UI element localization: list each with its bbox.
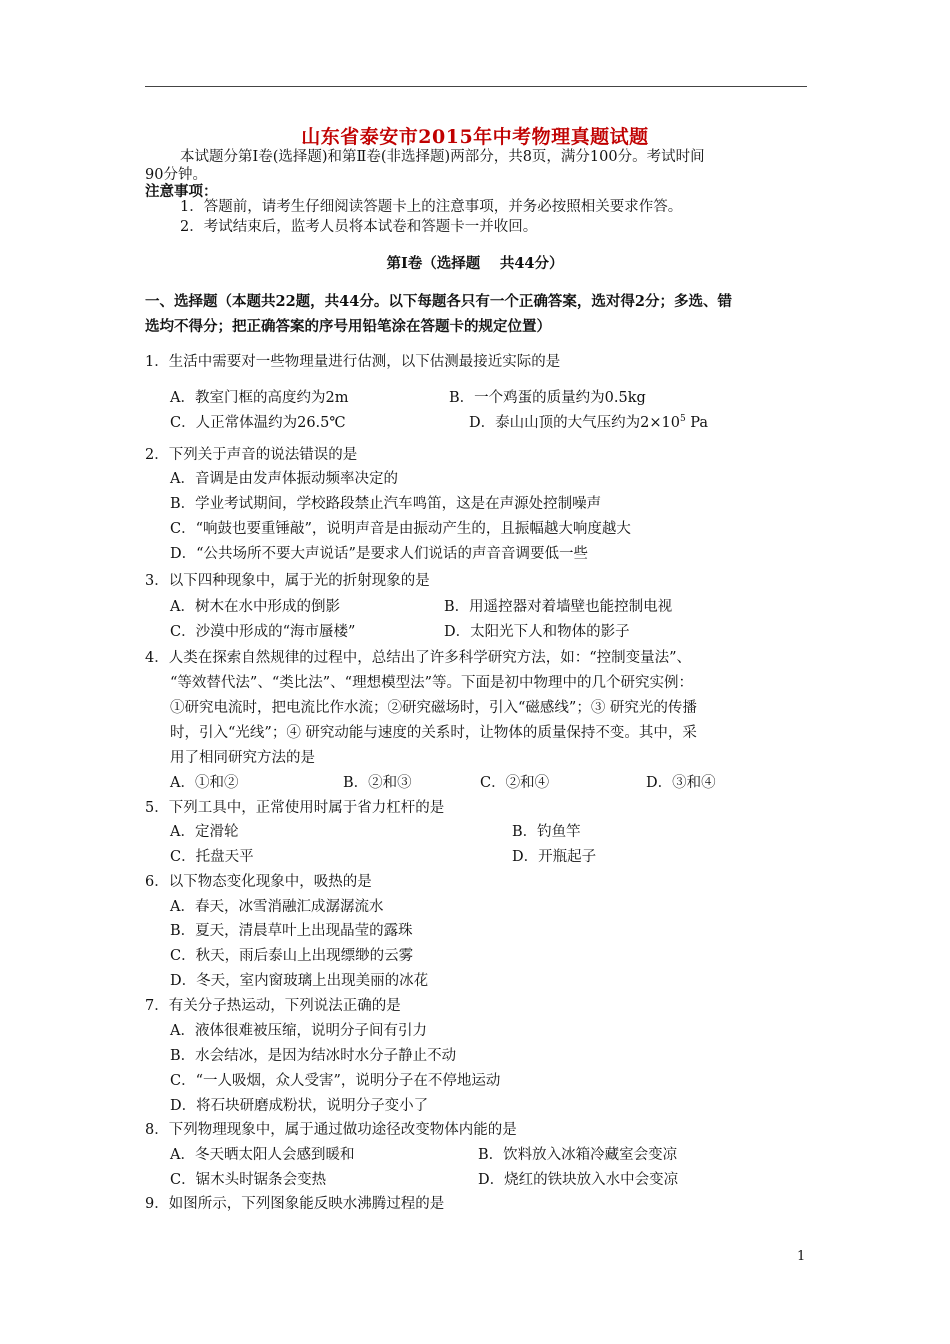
q7-option-b: B．水会结冰，是因为结冰时水分子静止不动: [170, 1048, 457, 1064]
q3-option-c: C．沙漠中形成的“海市蜃楼”: [170, 624, 356, 640]
question-4-stem-line: ①研究电流时，把电流比作水流；②研究磁场时，引入“磁感线”；③ 研究光的传播: [170, 700, 697, 716]
intro-line-2: 90分钟。: [145, 167, 207, 183]
q5-option-b: B．钓鱼竿: [512, 824, 581, 840]
q6-option-a: A．春天，冰雪消融汇成潺潺流水: [170, 899, 384, 915]
q2-option-c: C．“响鼓也要重锤敲”，说明声音是由振动产生的，且振幅越大响度越大: [170, 521, 631, 537]
q1-option-d-exponent: 5: [679, 414, 686, 425]
notice-heading: 注意事项：: [145, 183, 218, 200]
q8-option-c: C．锯木头时锯条会变热: [170, 1172, 327, 1188]
question-4-stem-line: 时，引入“光线”；④ 研究动能与速度的关系时，让物体的质量保持不变。其中，采: [170, 725, 697, 741]
q2-option-b: B．学业考试期间，学校路段禁止汽车鸣笛，这是在声源处控制噪声: [170, 496, 602, 512]
question-2-stem: 2．下列关于声音的说法错误的是: [145, 447, 358, 463]
section-heading-line-2: 选均不得分；把正确答案的序号用铅笔涂在答题卡的规定位置）: [145, 318, 551, 335]
q3-option-b: B．用遥控器对着墙壁也能控制电视: [444, 599, 673, 615]
q6-option-d: D．冬天，室内窗玻璃上出现美丽的冰花: [170, 973, 429, 989]
q8-option-d: D．烧红的铁块放入水中会变凉: [478, 1172, 679, 1188]
q8-option-a: A．冬天晒太阳人会感到暖和: [170, 1147, 355, 1163]
q6-option-c: C．秋天，雨后泰山上出现缥缈的云雾: [170, 948, 414, 964]
q4-option-a: A．①和②: [170, 775, 239, 791]
page-number: 1: [797, 1249, 806, 1264]
question-5-stem: 5．下列工具中，正常使用时属于省力杠杆的是: [145, 800, 445, 816]
page-title: 山东省泰安市2015年中考物理真题试题: [301, 126, 649, 148]
q2-option-a: A．音调是由发声体振动频率决定的: [170, 471, 398, 487]
question-6-stem: 6．以下物态变化现象中，吸热的是: [145, 874, 372, 890]
q5-option-d: D．开瓶起子: [512, 849, 597, 865]
q7-option-a: A．液体很难被压缩，说明分子间有引力: [170, 1023, 427, 1039]
notice-item: 2．考试结束后，监考人员将本试卷和答题卡一并收回。: [180, 219, 538, 235]
q5-option-a: A．定滑轮: [170, 824, 239, 840]
q1-option-d-unit: Pa: [685, 415, 709, 431]
question-9-stem: 9．如图所示，下列图象能反映水沸腾过程的是: [145, 1196, 445, 1212]
volume-heading: 第Ⅰ卷（选择题 共44分）: [386, 255, 564, 272]
q1-option-b: B．一个鸡蛋的质量约为0.5kg: [449, 390, 646, 406]
q4-option-c: C．②和④: [480, 775, 550, 791]
section-heading-line-1: 一、选择题（本题共22题，共44分。以下每题各只有一个正确答案，选对得2分；多选、错: [145, 293, 732, 310]
q8-option-b: B．饮料放入冰箱冷藏室会变凉: [478, 1147, 678, 1163]
q7-option-d: D．将石块研磨成粉状，说明分子变小了: [170, 1098, 429, 1114]
q3-option-a: A．树木在水中形成的倒影: [170, 599, 340, 615]
intro-line-1: 本试题分第Ⅰ卷(选择题)和第Ⅱ卷(非选择题)两部分，共8页，满分100分。考试时间: [180, 149, 705, 165]
question-4-stem-line: 4．人类在探索自然规律的过程中，总结出了许多科学研究方法，如：“控制变量法”、: [145, 650, 692, 666]
q1-option-c: C．人正常体温约为26.5℃: [170, 415, 346, 431]
question-3-stem: 3．以下四种现象中，属于光的折射现象的是: [145, 573, 430, 589]
question-4-stem-line: “等效替代法”、“类比法”、“理想模型法”等。下面是初中物理中的几个研究实例：: [170, 675, 693, 691]
q7-option-c: C．“一人吸烟，众人受害”，说明分子在不停地运动: [170, 1073, 501, 1089]
q1-option-d-text: D．泰山山顶的大气压约为2×10: [469, 415, 680, 431]
question-7-stem: 7．有关分子热运动，下列说法正确的是: [145, 998, 401, 1014]
q1-option-a: A．教室门框的高度约为2m: [170, 390, 349, 406]
q5-option-c: C．托盘天平: [170, 849, 254, 865]
q2-option-d: D．“公共场所不要大声说话”是要求人们说话的声音音调要低一些: [170, 546, 588, 562]
header-rule: [145, 86, 807, 87]
question-4-stem-line: 用了相同研究方法的是: [170, 750, 315, 766]
q1-option-d: [469, 414, 708, 432]
question-8-stem: 8．下列物理现象中，属于通过做功途径改变物体内能的是: [145, 1122, 517, 1138]
q4-option-b: B．②和③: [343, 775, 412, 791]
question-1-stem: 1．生活中需要对一些物理量进行估测，以下估测最接近实际的是: [145, 354, 561, 370]
q6-option-b: B．夏天，清晨草叶上出现晶莹的露珠: [170, 923, 413, 939]
notice-item: 1．答题前，请考生仔细阅读答题卡上的注意事项，并务必按照相关要求作答。: [180, 199, 683, 215]
q4-option-d: D．③和④: [646, 775, 716, 791]
q3-option-d: D．太阳光下人和物体的影子: [444, 624, 630, 640]
